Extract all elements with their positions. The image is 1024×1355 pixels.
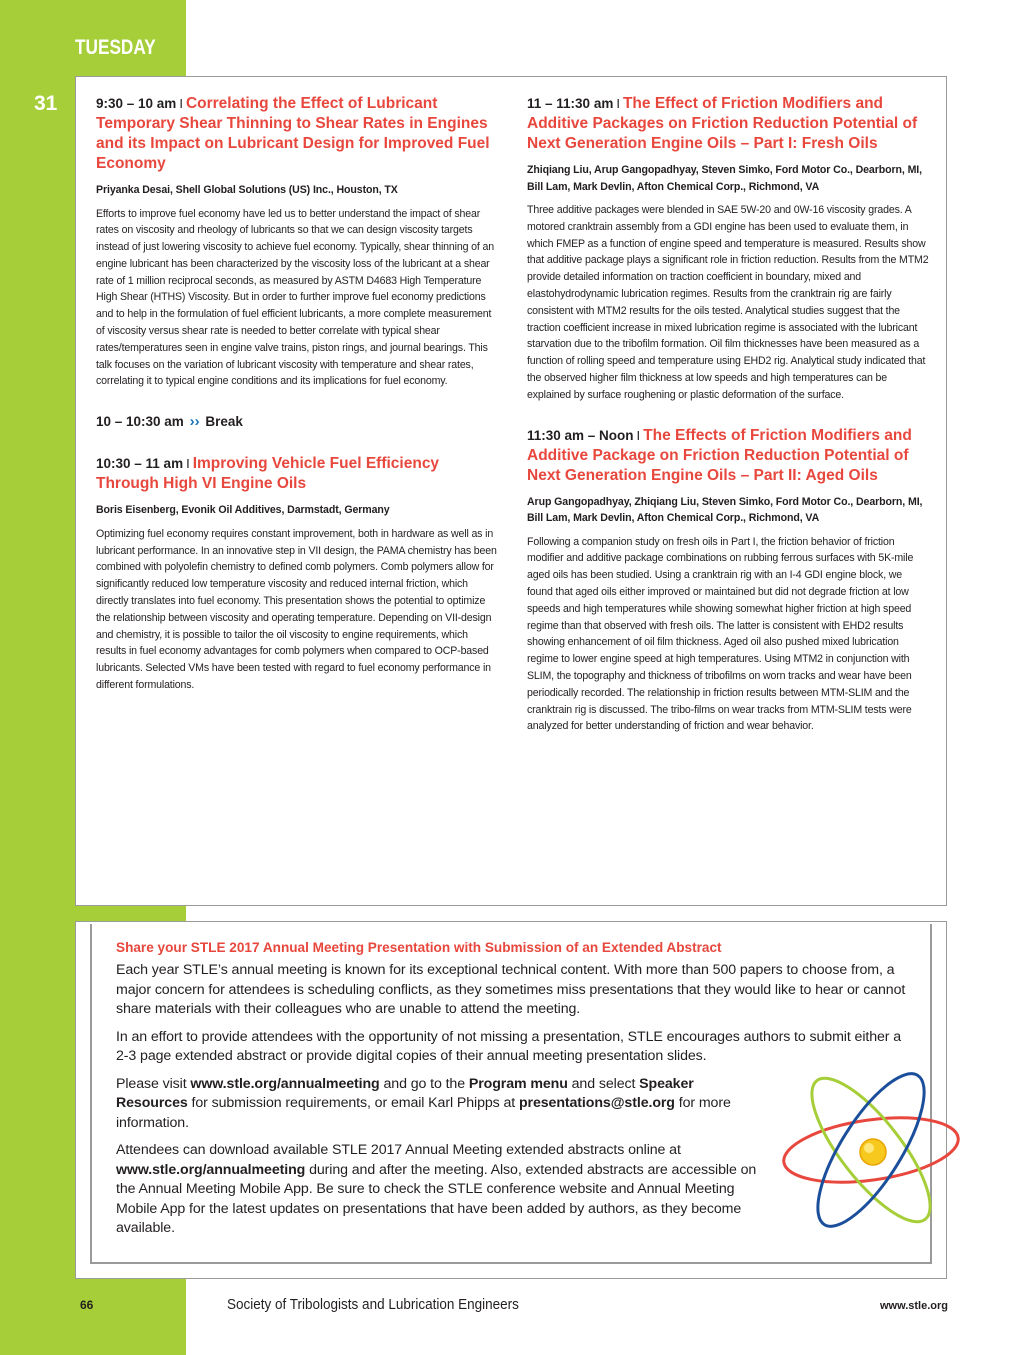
talk-authors: Boris Eisenberg, Evonik Oil Additives, Darmstadt, Germany xyxy=(96,504,390,517)
talk-4-heading xyxy=(527,426,929,486)
talk-authors: Priyanka Desai, Shell Global Solutions (US) Inc., Houston, TX xyxy=(96,184,398,196)
day-label: TUESDAY xyxy=(75,36,156,59)
left-column xyxy=(96,94,498,694)
talk-abstract: Three additive packages were blended in SAE 5W-20 and 0W-16 viscosity grades. A motored cranktrain assembly from a GDI engine has been used to evaluate them, in which FMEP as a function of engine speed and temperature is measured. Results show that additive package plays a significant role in friction reduction. Results from the MTM2 provide detailed information on traction coefficient in boundary, mixed and elastohydrodynamic lubrication regimes. Results from the cranktrain rig are fairly consistent with MTM2 results for the oils tested. Analytical studies suggest that the traction coefficient increase in mixed lubrication regime is associated with the lubricant starvation due to the tribofilm formation. Oil film thicknesses have been measured as a function of rolling speed and temperature using EHD2 rig. Analytical study indicated that the observed higher film thickness at low speeds and high temperatures can be explained by surface roughening or plastic deformation of the surface. xyxy=(527,204,929,401)
talk-3 xyxy=(527,94,929,404)
organization-name: Society of Tribologists and Lubrication Engineers xyxy=(227,1296,519,1313)
right-column xyxy=(527,94,929,735)
callout-paragraph-1: Each year STLE’s annual meeting is known for its exceptional technical content. With more than 500 papers to choose from, a major concern for attendees is scheduling conflicts, as they sometimes miss presentations that they would like to hear or cannot share materials with their colleagues who are unable to attend the meeting. xyxy=(116,962,906,1017)
talk-abstract: Optimizing fuel economy requires constant improvement, both in hardware as well as in lubricant performance. In an innovative step in VII design, the PAMA chemistry has been combined with polyolefin chemistry to defined comb polymers. Comb polymers allow for significantly reduced low temperature viscosity and reduced internal friction, which directly translates into fuel economy. This presentation shows the potential to optimize the relationship between viscosity and operating temperature. Depending on VII-design and chemistry, it is possible to tailor the oil viscosity to engine requirements, which results in fuel economy advantages for comb polymers when compared to OCP-based lubricants. Selected VMs have been tested with regard to fuel economy performance in different formulations. xyxy=(96,527,497,691)
break-time: 10 – 10:30 am xyxy=(96,414,184,430)
page-number: 66 xyxy=(80,1298,94,1312)
talk-title: The Effects of Friction Modifiers and Additive Package on Friction Reduction Potential of Next Generation Engine Oils – Part II: Aged Oils xyxy=(527,426,912,484)
callout-paragraph-4 xyxy=(116,1141,766,1239)
callout-paragraph-2: In an effort to provide attendees with the opportunity of not missing a presentation, STLE encourages authors to submit either a 2-3 page extended abstract or provide digital copies of their annual meeting presentation slides. xyxy=(116,1028,902,1064)
talk-abstract: Following a companion study on fresh oils in Part I, the friction behavior of friction modifier and additive package combinations on rubbing ferrous surfaces with 5K-mile aged oils has been studied. Using a cranktrain rig with an I-4 GDI engine block, we found that aged oils either improved or maintained but did not degrade friction at low speeds and high temperatures while showing somewhat higher friction at high speed regime than that observed with fresh oils. The latter is consistent with EHD2 results showing enhancement of oil film thickness. Aged oil also pushed mixed lubrication regime to lower engine speed at high temperatures. Using MTM2 in conjunction with SLIM, the topography and thickness of tribofilms on worn tracks and wear have been periodically recorded. The relationship in friction results between MTM-SLIM and the cranktrain rig is discussed. The tribo-films on wear tracks from MTM-SLIM tests were analyzed for better understanding of friction and wear behavior. xyxy=(527,535,914,733)
talk-authors: Arup Gangopadhyay, Zhiqiang Liu, Steven Simko, Ford Motor Co., Dearborn, MI, Bill Lam, Mark Devlin, Afton Chemical Corp., Richmond, VA xyxy=(527,495,923,525)
text: for submission requirements, or email Karl Phipps at xyxy=(187,1095,519,1111)
atom-icon xyxy=(776,1064,966,1236)
talk-time: 11:30 am – Noon xyxy=(527,427,634,443)
separator: I xyxy=(636,427,641,443)
talk-time: 9:30 – 10 am xyxy=(96,96,177,111)
text: Please visit xyxy=(116,1075,191,1092)
talk-abstract: Efforts to improve fuel economy have led us to better understand the impact of shear rates on viscosity and rheology of lubricants so that we can design viscosity targets instead of just lowering viscosity to achieve fuel economy. Typically, shear thinning of an engine lubricant has been characterized by the viscosity loss of the lubricant at a shear rate of 1 million reciprocal seconds, as measured by ASTM D4683 High Temperature High Shear (HTHS) Viscosity. But in order to further improve fuel economy predictions and to help in the formulation of fuel efficient lubricants, a more complete measurement of viscosity versus shear rate is needed to better correlate with typical shear rates/temperatures seen in engine valve trains, piston rings, and journal bearings. This talk focuses on the variation of lubricant viscosity with temperature and shear rates, correlating it to typical engine conditions and its implications for fuel economy. xyxy=(96,207,494,388)
program-menu-text: Program menu xyxy=(468,1075,568,1092)
annual-meeting-link[interactable]: www.stle.org/annualmeeting xyxy=(190,1075,380,1092)
presentations-email-link[interactable]: presentations@stle.org xyxy=(518,1095,675,1111)
talk-authors: Zhiqiang Liu, Arup Gangopadhyay, Steven Simko, Ford Motor Co., Dearborn, MI, Bill Lam, Mark Devlin, Afton Chemical Corp., Richmond, VA xyxy=(527,164,922,193)
separator: I xyxy=(179,96,183,111)
text: Attendees can download available STLE 2017 Annual Meeting extended abstracts online at xyxy=(116,1142,681,1158)
callout-paragraph-3 xyxy=(116,1075,766,1134)
talk-1-heading xyxy=(96,94,498,174)
talk-time: 10:30 – 11 am xyxy=(96,456,184,472)
annual-meeting-link[interactable]: www.stle.org/annualmeeting xyxy=(116,1161,306,1178)
talk-3-heading xyxy=(527,94,929,154)
date-number: 31 xyxy=(34,92,58,115)
break-label: Break xyxy=(205,414,243,430)
talk-title: Correlating the Effect of Lubricant Temporary Shear Thinning to Shear Rates in Engines and its Impact on Lubricant Design for Improved Fuel Economy xyxy=(96,95,490,172)
text: for more information. xyxy=(116,1095,731,1131)
talk-2-heading xyxy=(96,454,498,494)
talk-title: Improving Vehicle Fuel Efficiency Through High VI Engine Oils xyxy=(96,455,440,493)
callout-heading: Share your STLE 2017 Annual Meeting Presentation with Submission of an Extended Abstract xyxy=(116,940,722,955)
footer-url-link[interactable]: www.stle.org xyxy=(879,1300,948,1312)
chevron-right-icon: ›› xyxy=(189,413,200,431)
separator: I xyxy=(186,456,190,472)
extended-abstract-callout xyxy=(75,921,947,1279)
text: during and after the meeting. Also, extended abstracts are accessible on the Annual Meeting Mobile App. Be sure to check the STLE conference website and Annual Meeting Mobile App for the latest updates on presentations that have been added by authors, as they become available. xyxy=(116,1161,757,1236)
talk-4 xyxy=(527,426,929,736)
schedule-box xyxy=(75,76,947,906)
text: and select xyxy=(567,1075,640,1092)
talk-time: 11 – 11:30 am xyxy=(527,96,614,111)
speaker-resources-text: Speaker Resources xyxy=(116,1075,694,1111)
talk-title: The Effect of Friction Modifiers and Additive Packages on Friction Reduction Potential of Next Generation Engine Oils – Part I: Fresh Oils xyxy=(527,95,918,152)
talk-2 xyxy=(96,454,498,693)
text: and go to the xyxy=(379,1075,469,1092)
break-entry xyxy=(96,412,498,432)
talk-1 xyxy=(96,94,498,390)
separator: I xyxy=(616,96,620,111)
